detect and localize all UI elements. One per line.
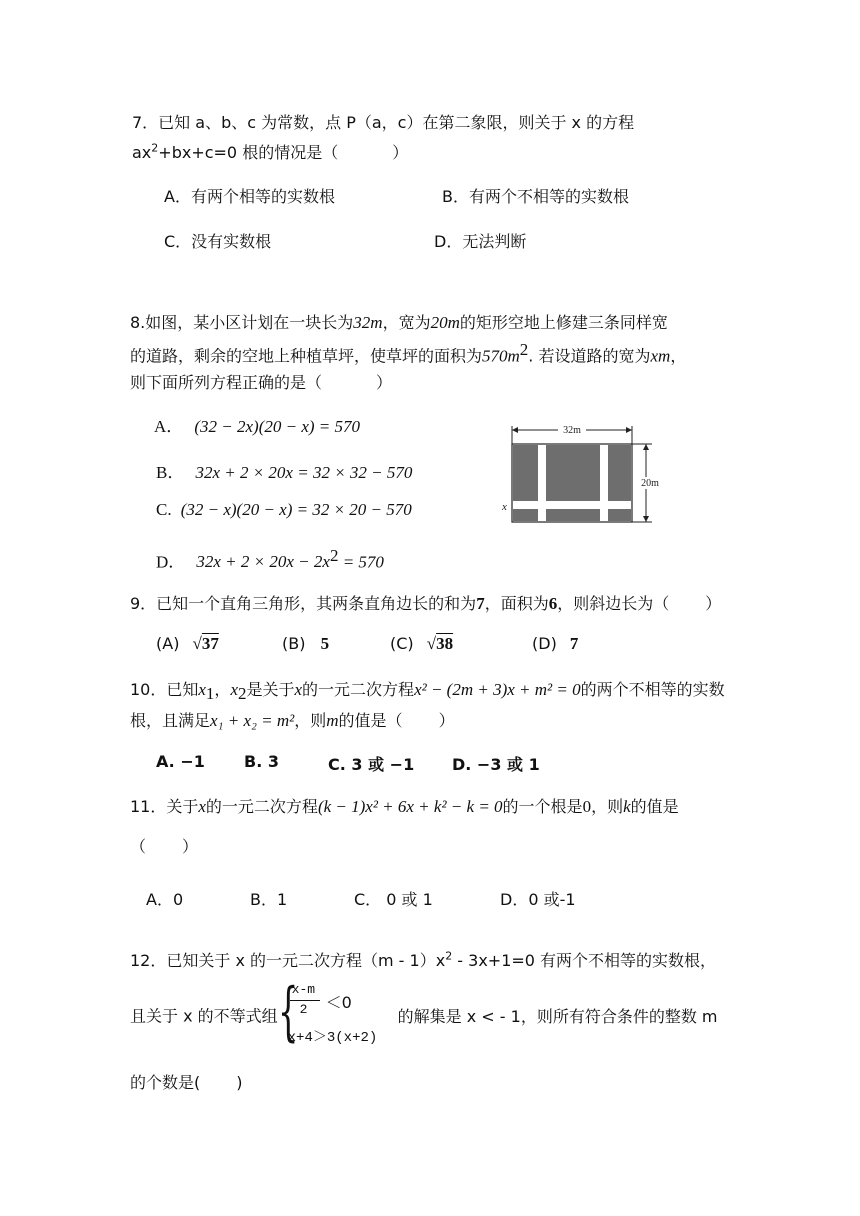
q11-equation: (k − 1)x² + 6x + k² − k = 0 [317, 797, 503, 816]
q8-area-sup: 2 [519, 340, 529, 359]
q11-open: （ [130, 837, 147, 856]
q9-option-d-label: (D) [532, 634, 557, 653]
q10-l2-text-a: 根，且满足 [130, 711, 211, 730]
q11-close: ） [182, 837, 199, 856]
q11-text-2: 的一元二次方程 [205, 797, 318, 816]
q8-option-a-eq: (32 − 2x)(20 − x) = 570 [194, 417, 361, 436]
q10-option-a: A. −1 [156, 752, 205, 771]
q10-option-c: C. 3 或 −1 [328, 755, 415, 774]
q10-text-3: 的一元二次方程 [302, 680, 415, 699]
q9-option-c-radicand: 38 [436, 634, 454, 653]
q10-equation: x² − (2m + 3)x + m² = 0 [414, 680, 581, 699]
q12-frac-bar [290, 1000, 320, 1001]
q8-figure-lawn [513, 445, 538, 501]
q12-line1 [130, 948, 716, 971]
q10-option-d: D. −3 或 1 [452, 755, 540, 774]
q11-line1 [130, 794, 679, 817]
q8-figure-lawn [608, 445, 631, 501]
q11-option-a: A．0 [146, 890, 184, 909]
q12-l2-text-b: 的解集是 x < - 1，则所有符合条件的整数 m [397, 1006, 718, 1026]
q8-figure-lawn [513, 509, 538, 521]
q11-option-d: D．0 或-1 [500, 890, 576, 909]
q10-x1-sub: 1 [205, 684, 215, 704]
q12-frac-denominator: 2 [299, 1002, 308, 1017]
q11-line2 [130, 834, 198, 857]
q9-option-b-label: (B) [282, 634, 306, 653]
q8-l2-text-b: . 若设道路的宽为 [528, 346, 651, 366]
q8-figure-width-label: 32m [563, 425, 581, 436]
q8-option-d-eq-end: = 570 [338, 552, 384, 572]
q7-option-b: B．有两个不相等的实数根 [442, 187, 629, 206]
q7-eq-a: ax [132, 143, 152, 162]
q7-line1: 7．已知 a、b、c 为常数，点 P（a，c）在第二象限，则关于 x 的方程 [132, 113, 635, 132]
q10-comma: ， [214, 680, 231, 699]
q10-l2-text-c: 的值是（ [338, 711, 403, 730]
q8-figure-lawn [546, 509, 600, 521]
q10-line2 [130, 708, 455, 731]
q11-text-4: ，则 [591, 797, 624, 816]
q9-option-d [532, 634, 578, 654]
q9-option-a-label: (A) [156, 634, 180, 653]
q12-l3-text: 的个数是( [130, 1073, 201, 1092]
q9-option-a [156, 634, 219, 654]
q12-ineq2: x+4＞3(x+2) [287, 1030, 378, 1046]
q11-option-c: C． 0 或 1 [354, 890, 433, 909]
q8-figure-arrow-bottom [643, 516, 649, 522]
q8-road-width-var: xm [650, 346, 671, 366]
q9-option-a-value: √37 [192, 634, 219, 653]
q8-option-d-sup: 2 [329, 546, 339, 565]
q9-close: ） [705, 594, 722, 613]
q11-text-1: 11．关于 [130, 797, 199, 816]
q8-option-c [156, 500, 412, 520]
q12-l1-text: 12．已知关于 x 的一元二次方程（m - 1）x [130, 951, 446, 970]
q12-brace: { [277, 975, 299, 1049]
q8-option-d-eq: 32x + 2 × 20x − 2x [196, 552, 330, 572]
q12-l2-text-a: 且关于 x 的不等式组 [130, 1006, 278, 1026]
q8-option-b-label: B． [156, 463, 185, 482]
q9-option-a-radicand: 37 [201, 634, 219, 653]
q12-inequality-system [277, 975, 378, 1050]
q7-close: ） [392, 143, 409, 162]
q7-eq-sup: 2 [151, 141, 159, 155]
q11-text-3: 的一个根是 [502, 797, 583, 816]
q12-l3-close: ) [236, 1073, 243, 1092]
q8-figure-arrow-right [626, 427, 632, 433]
q8-length-value: 32m [353, 313, 383, 332]
q9-option-c-value: √38 [426, 634, 454, 653]
q8-line3 [130, 370, 392, 393]
q12-l1-text-b: - 3x+1=0 有两个不相等的实数根， [452, 951, 717, 970]
q8-figure-height-label: 20m [641, 478, 659, 489]
q10-x2: x [230, 680, 238, 699]
q11-k-var: k [623, 797, 631, 816]
q8-l1-text-c: 的矩形空地上修建三条同样宽 [459, 313, 668, 332]
q8-figure-arrow-left [512, 427, 518, 433]
q8-line1 [130, 310, 668, 333]
q9-option-c [390, 634, 453, 654]
q10-condition: x₁ + x₂ = m² [210, 711, 295, 730]
q9-line1 [130, 591, 721, 614]
q8-option-d [156, 546, 384, 572]
q9-text-b: ，面积为 [484, 594, 549, 613]
q9-option-b [282, 634, 329, 654]
q9-sum-value: 7 [476, 594, 485, 613]
q12-line2 [130, 975, 718, 1050]
q10-x2-sub: 2 [237, 684, 247, 704]
q10-l2-text-b: ，则 [294, 711, 327, 730]
q9-text-a: 9．已知一个直角三角形，其两条直角边长的和为 [130, 594, 477, 613]
q10-option-b: B. 3 [244, 752, 279, 771]
q10-text-4: 的两个不相等的实数 [580, 680, 725, 699]
q8-line2 [130, 340, 686, 366]
q10-text-1: 10．已知 [130, 680, 199, 699]
q8-l1-text-b: ，宽为 [382, 313, 431, 332]
q8-option-d-label: D． [156, 552, 186, 572]
q7-option-a: A．有两个相等的实数根 [164, 187, 335, 206]
q12-line3 [130, 1070, 243, 1093]
q10-m-var: m [326, 711, 339, 730]
q9-option-d-value: 7 [569, 634, 579, 653]
q8-figure [496, 418, 666, 530]
q8-option-a [154, 412, 360, 437]
q8-option-a-label: A． [154, 417, 184, 436]
q8-option-c-eq: (32 − x)(20 − x) = 32 × 20 − 570 [180, 500, 412, 519]
q8-option-b [156, 458, 412, 483]
q10-text-2: 是关于 [246, 680, 295, 699]
q10-close: ） [438, 711, 455, 730]
q12-l1-sup: 2 [445, 949, 453, 963]
q8-l2-text-c: ， [670, 346, 687, 366]
q11-text-5: 的值是 [630, 797, 679, 816]
q8-area-value: 570m [482, 346, 520, 366]
q10-line1 [130, 677, 725, 704]
q7-option-c: C．没有实数根 [164, 232, 272, 251]
q10-x-var: x [294, 680, 303, 699]
q7-eq-b: +bx+c=0 根的情况是（ [158, 143, 339, 162]
q8-l3-text: 则下面所列方程正确的是（ [130, 373, 323, 392]
q11-option-b: B．1 [250, 890, 288, 909]
q9-text-c: ，则斜边长为（ [557, 594, 670, 613]
q9-option-c-label: (C) [390, 634, 414, 653]
q12-frac-numerator: x-m [291, 982, 316, 997]
q8-figure-lawn [546, 445, 600, 501]
q7-option-d: D．无法判断 [434, 232, 527, 251]
q11-zero: 0 [582, 797, 592, 816]
q9-option-b-value: 5 [320, 634, 330, 653]
q8-l1-text-a: 8.如图，某小区计划在一块长为 [130, 313, 354, 332]
q8-l2-text-a: 的道路，剩余的空地上种植草坪，使草坪的面积为 [130, 346, 483, 366]
q8-figure-arrow-top [643, 444, 649, 450]
q8-width-value: 20m [430, 313, 460, 332]
q8-figure-x-label: x [502, 501, 507, 513]
q10-x1: x [198, 680, 206, 699]
q7-line2 [132, 140, 408, 163]
q9-area-value: 6 [548, 594, 558, 613]
q12-ineq1-rhs: ＜0 [325, 993, 352, 1012]
q8-option-c-label: C. [156, 500, 172, 519]
q8-l3-close: ） [376, 373, 393, 392]
q8-figure-lawn [608, 509, 631, 521]
q11-x-var: x [198, 797, 206, 816]
q8-option-b-eq: 32x + 2 × 20x = 32 × 32 − 570 [195, 463, 413, 482]
